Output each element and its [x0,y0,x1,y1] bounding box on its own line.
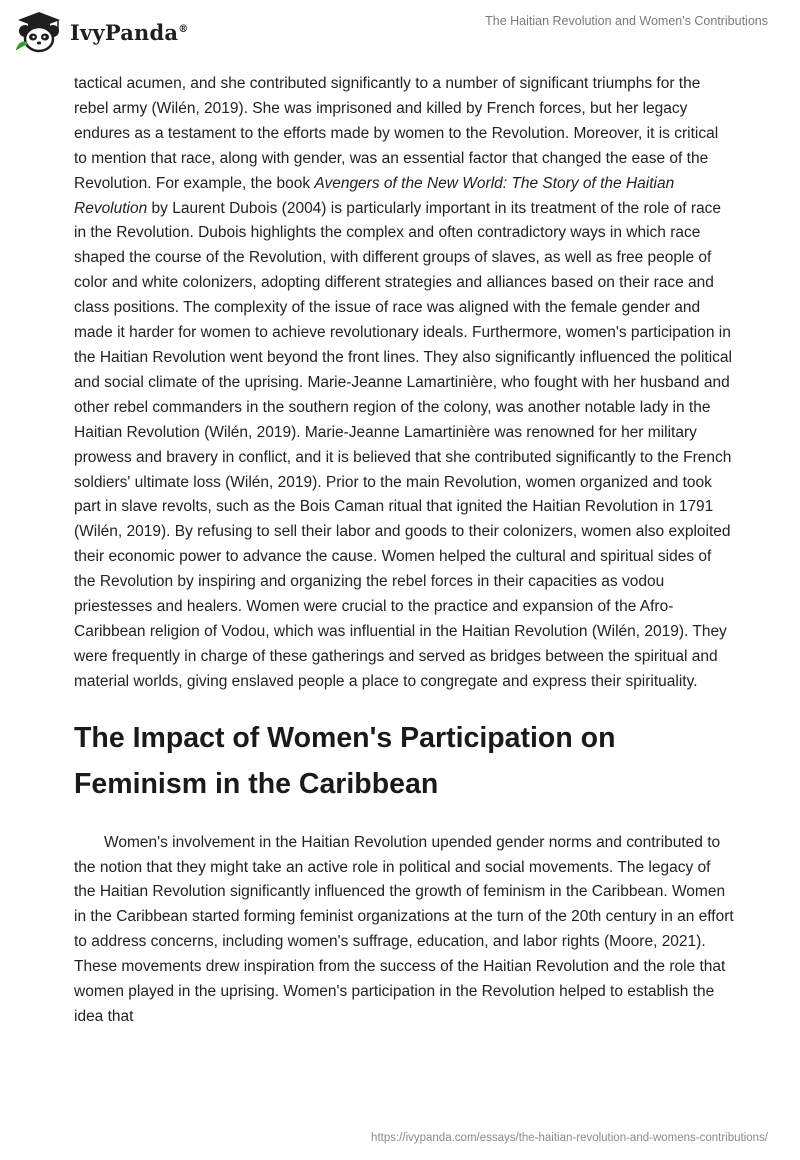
page-header [0,0,800,64]
source-url[interactable]: https://ivypanda.com/essays/the-haitian-revolution-and-womens-contributions/ [371,1132,768,1144]
section-heading: The Impact of Women's Participation on Feminism in the Caribbean [74,721,616,800]
paragraph-text: tactical acumen, and she contributed significantly to a number of significant triumphs for the rebel army (Wilén, 2019). She was imprisoned and killed by French forces, but her legacy endures as a testament to the efforts made by women to the Revolution. Moreover, it is critical to mention that race, along with gender, was an essential factor that changed the ease of the Revolution. For example, the book [74,75,719,192]
logo-text: IvyPanda [70,19,179,45]
document-title: The Haitian Revolution and Women's Contributions [485,14,768,28]
logo-wordmark [70,20,188,45]
body-paragraph [74,72,734,695]
paragraph-text: by Laurent Dubois (2004) is particularly important in its treatment of the role of race in the Revolution. Dubois highlights the complex and often contradictory ways in which race shaped the course of the Revolution, with different groups of slaves, as well as free people of color and white colonizers, adopting different strategies and alliances based on their race and class positions. The complexity of the issue of race was aligned with the female gender and made it harder for women to achieve revolutionary ideals. Furthermore, women's participation in the Haitian Revolution went beyond the front lines. They also significantly influenced the political and social climate of the uprising. Marie-Jeanne Lamartinière, who fought with her husband and other rebel commanders in the southern region of the colony, was another notable lady in the Haitian Revolution (Wilén, 2019). Marie-Jeanne Lamartinière was renowned for her military prowess and bravery in conflict, and it is believed that she contributed significantly to the French soldiers' ultimate loss (Wilén, 2019). Prior to the main Revolution, women organized and took part in slave revolts, such as the Bois Caman ritual that ignited the Haitian Revolution in 1791 (Wilén, 2019). By refusing to sell their labor and goods to their colonizers, women also exploited their economic power to advance the cause. Women helped the cultural and spiritual sides of the Revolution by inspiring and organizing the rebel forces in their capacities as vodou priestesses and healers. Women were crucial to the practice and expansion of the Afro-Caribbean religion of Vodou, which was influential in the Haitian Revolution (Wilén, 2019). They were frequently in charge of these gatherings and served as bridges between the spiritual and material worlds, giving enslaved people a place to congregate and express their spirituality. [74,199,732,690]
body-paragraph: Women's involvement in the Haitian Revolution upended gender norms and contributed to the notion that they might take an active role in political and social movements. The legacy of the Haitian Revolution significantly influenced the growth of feminism in the Caribbean. Women in the Caribbean started forming feminist organizations at the turn of the 20th century in an effort to address concerns, including women's suffrage, education, and labor rights (Moore, 2021). These movements drew inspiration from the success of the Haitian Revolution and the role that women played in the uprising. Women's participation in the Revolution helped to establish the idea that [74,833,734,1025]
essay-body [74,72,734,1030]
ivypanda-logo[interactable] [14,8,188,56]
registered-mark: ® [178,23,189,35]
panda-graduate-icon [14,10,64,54]
book-title: Avengers of the New World: The Story of the Haitian Revolution [74,174,675,217]
